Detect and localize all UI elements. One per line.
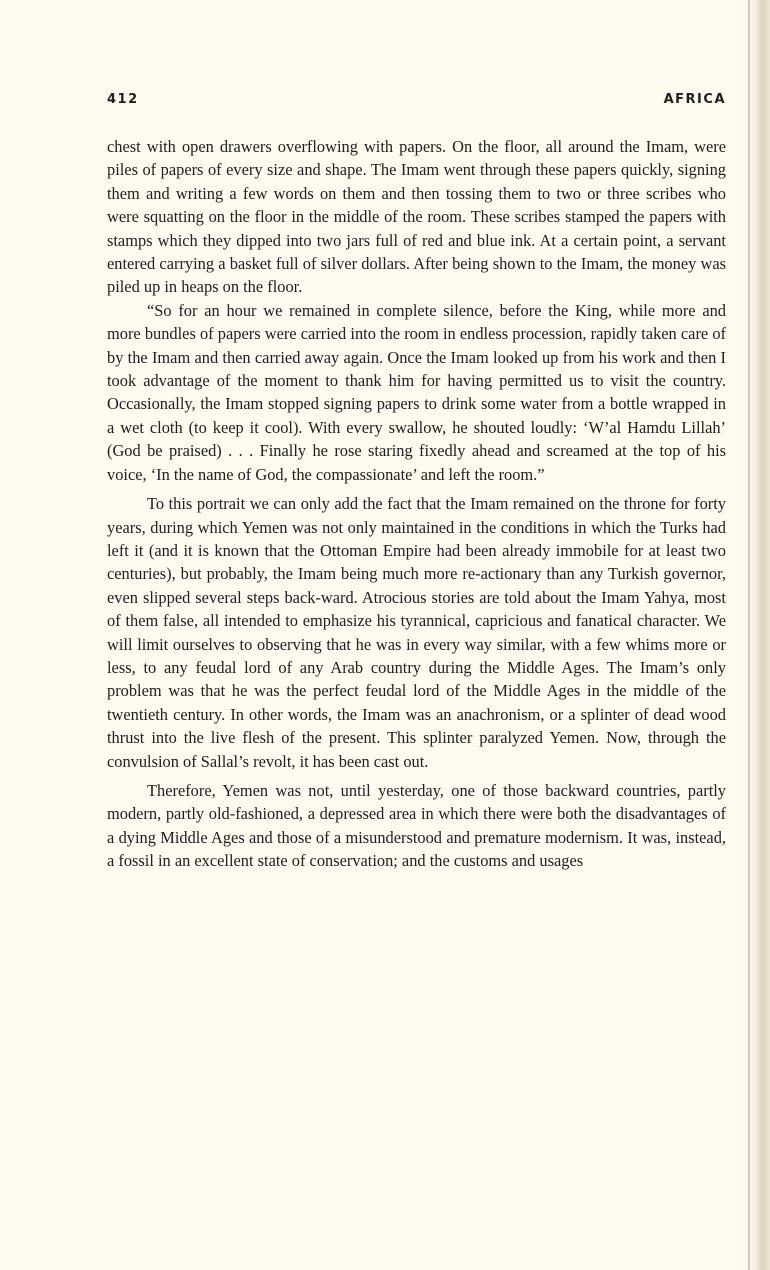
chapter-title: AFRICA xyxy=(663,92,726,107)
paragraph-quote: “So for an hour we remained in complete silence, before the King, while more and more bundles of papers were carried into the room in endless procession, rapidly taken care of by the Imam and then carried away again. Once the Imam looked up from his work and then I took advantage of the moment to thank him for having permitted us to visit the country. Occasionally, the Imam stopped signing papers to drink some water from a bottle wrapped in a wet cloth (to keep it cool). With every swallow, he shouted loudly: ‘W’al Hamdu Lillah’ (God be praised) . . . Finally he rose staring fixedly ahead and screamed at the top of his voice, ‘In the name of God, the compassionate’ and left the room.” xyxy=(107,300,726,484)
running-head xyxy=(107,92,726,112)
page-number: 412 xyxy=(107,92,139,107)
paragraph-continuation: chest with open drawers overflowing with papers. On the floor, all around the Imam, were piles of papers of every size and shape. The Imam went through these papers quickly, signing them and writing a few words on them and then tossing them to two or three scribes who were squatting on the floor in the middle of the room. These scribes stamped the papers with stamps which they dipped into two jars full of red and blue ink. At a certain point, a servant entered carrying a basket full of silver dollars. After being shown to the Imam, the money was piled up in heaps on the floor. xyxy=(107,137,726,297)
body-text xyxy=(107,135,726,873)
paragraph-therefore: Therefore, Yemen was not, until yesterday, one of those backward countries, partly modern, partly old-fashioned, a depressed area in which there were both the disadvantages of a dying Middle Ages and those of a misunderstood and premature modernism. It was, instead, a fossil in an excellent state of conservation; and the customs and usages xyxy=(107,780,726,871)
page-edge-line xyxy=(748,0,750,1270)
paragraph-portrait: To this portrait we can only add the fact that the Imam remained on the throne for forty years, during which Yemen was not only maintained in the conditions in which the Turks had left it (and it is known that the Ottoman Empire had been already immobile for at least two centuries), but probably, the Imam being much more re-actionary than any Turkish governor, even slipped several steps back-ward. Atrocious stories are told about the Imam Yahya, most of them false, all intended to emphasize his tyrannical, capricious and fanatical character. We will limit ourselves to observing that he was in every way similar, with a few whims more or less, to any feudal lord of any Arab country during the Middle Ages. The Imam’s only problem was that he was the perfect feudal lord of the Middle Ages in the middle of the twentieth century. In other words, the Imam was an anachronism, or a splinter of dead wood thrust into the live flesh of the present. This splinter paralyzed Yemen. Now, through the convulsion of Sallal’s revolt, it has been cast out. xyxy=(107,494,726,771)
